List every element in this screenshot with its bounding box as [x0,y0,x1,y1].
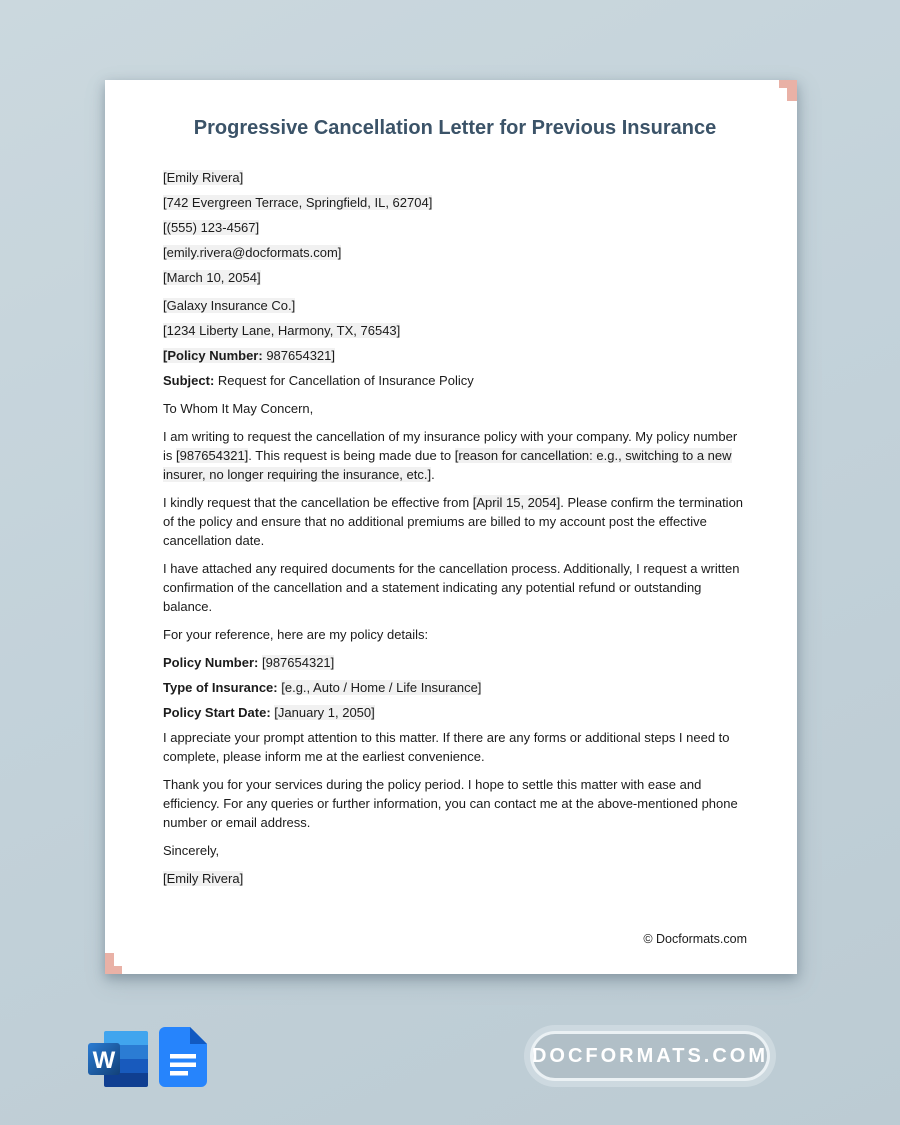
sender-phone-line [163,218,747,237]
detail-value: [e.g., Auto / Home / Life Insurance] [281,680,482,695]
detail-label: Policy Number: [163,655,259,670]
detail-value: [987654321] [261,655,335,670]
sender-block [163,168,747,262]
recipient-company: [Galaxy Insurance Co.] [163,298,296,313]
word-logo-letter: W [92,1047,116,1074]
subject-line [163,371,747,390]
placeholder-policy-number: [987654321] [176,448,249,463]
paragraph-text: . This request is being made due to [248,448,455,463]
signature-line [163,869,747,888]
detail-start-date-line [163,703,747,722]
corner-accent-bottom-left [114,966,122,974]
sender-name: [Emily Rivera] [163,170,244,185]
body-paragraph-3: I have attached any required documents for the cancellation process. Additionally, I request a written confirmation of the cancellation and a statement indicating any potential refund or outstanding balance. [163,561,740,614]
word-icon [87,1030,149,1088]
closing: Sincerely, [163,843,220,858]
sender-address: [742 Evergreen Terrace, Springfield, IL, 62704] [163,195,433,210]
detail-label: Policy Start Date: [163,705,271,720]
signature-name: [Emily Rivera] [163,871,244,886]
letter-document [105,80,797,974]
copyright-notice: © Docformats.com [643,932,747,946]
recipient-company-line [163,296,747,315]
salutation: To Whom It May Concern, [163,401,314,416]
recipient-address-line [163,321,747,340]
detail-insurance-type-line [163,678,747,697]
corner-accent-top-right [787,88,797,101]
letter-date: [March 10, 2054] [163,270,261,285]
sender-name-line [163,168,747,187]
detail-value: [January 1, 2050] [274,705,375,720]
detail-label: Type of Insurance: [163,680,278,695]
sender-phone: [(555) 123-4567] [163,220,260,235]
google-docs-icon [159,1027,207,1087]
document-title: Progressive Cancellation Letter for Previous Insurance [193,117,717,139]
paragraph-text: . [431,467,435,482]
paragraph-text: I kindly request that the cancellation be effective from [163,495,473,510]
subject-text: Request for Cancellation of Insurance Policy [217,373,474,388]
corner-accent-bottom-left [105,953,114,974]
paragraph-text: . Please confirm the termination of the policy and ensure that no additional premiums are billed to my account post the effective cancellation date. [163,495,744,548]
google-docs-download-icon[interactable] [159,1027,207,1087]
paragraph-text: I am writing to request the cancellation of my insurance policy with your company. My policy number is [163,429,738,463]
corner-accent-top-right [779,80,797,88]
placeholder-effective-date: [April 15, 2054] [472,495,561,510]
recipient-policy-label: [Policy Number: [163,348,263,363]
docformats-badge: DOCFORMATS.COM [530,1031,770,1081]
body-paragraph-1 [163,427,747,484]
letter-date-line [163,268,747,287]
body-paragraph-2 [163,493,747,550]
word-download-icon[interactable] [87,1030,149,1088]
sender-email: [emily.rivera@docformats.com] [163,245,342,260]
recipient-block [163,296,747,365]
sender-address-line [163,193,747,212]
recipient-address: [1234 Liberty Lane, Harmony, TX, 76543] [163,323,401,338]
sender-email-line [163,243,747,262]
recipient-policy-line [163,346,747,365]
body-paragraph-5: I appreciate your prompt attention to this matter. If there are any forms or additional steps I need to complete, please inform me at the earliest convenience. [163,730,730,764]
subject-label: Subject: [163,373,215,388]
placeholder-cancellation-reason: [reason for cancellation: e.g., switching to a new insurer, no longer requiring the insurance, etc.] [163,448,732,482]
body-paragraph-4: For your reference, here are my policy details: [163,627,429,642]
detail-policy-number-line [163,653,747,672]
body-paragraph-6: Thank you for your services during the policy period. I hope to settle this matter with ease and efficiency. For any queries or further information, you can contact me at the above-mentioned phone number or email address. [163,777,738,830]
recipient-policy-value: 987654321] [266,348,335,363]
